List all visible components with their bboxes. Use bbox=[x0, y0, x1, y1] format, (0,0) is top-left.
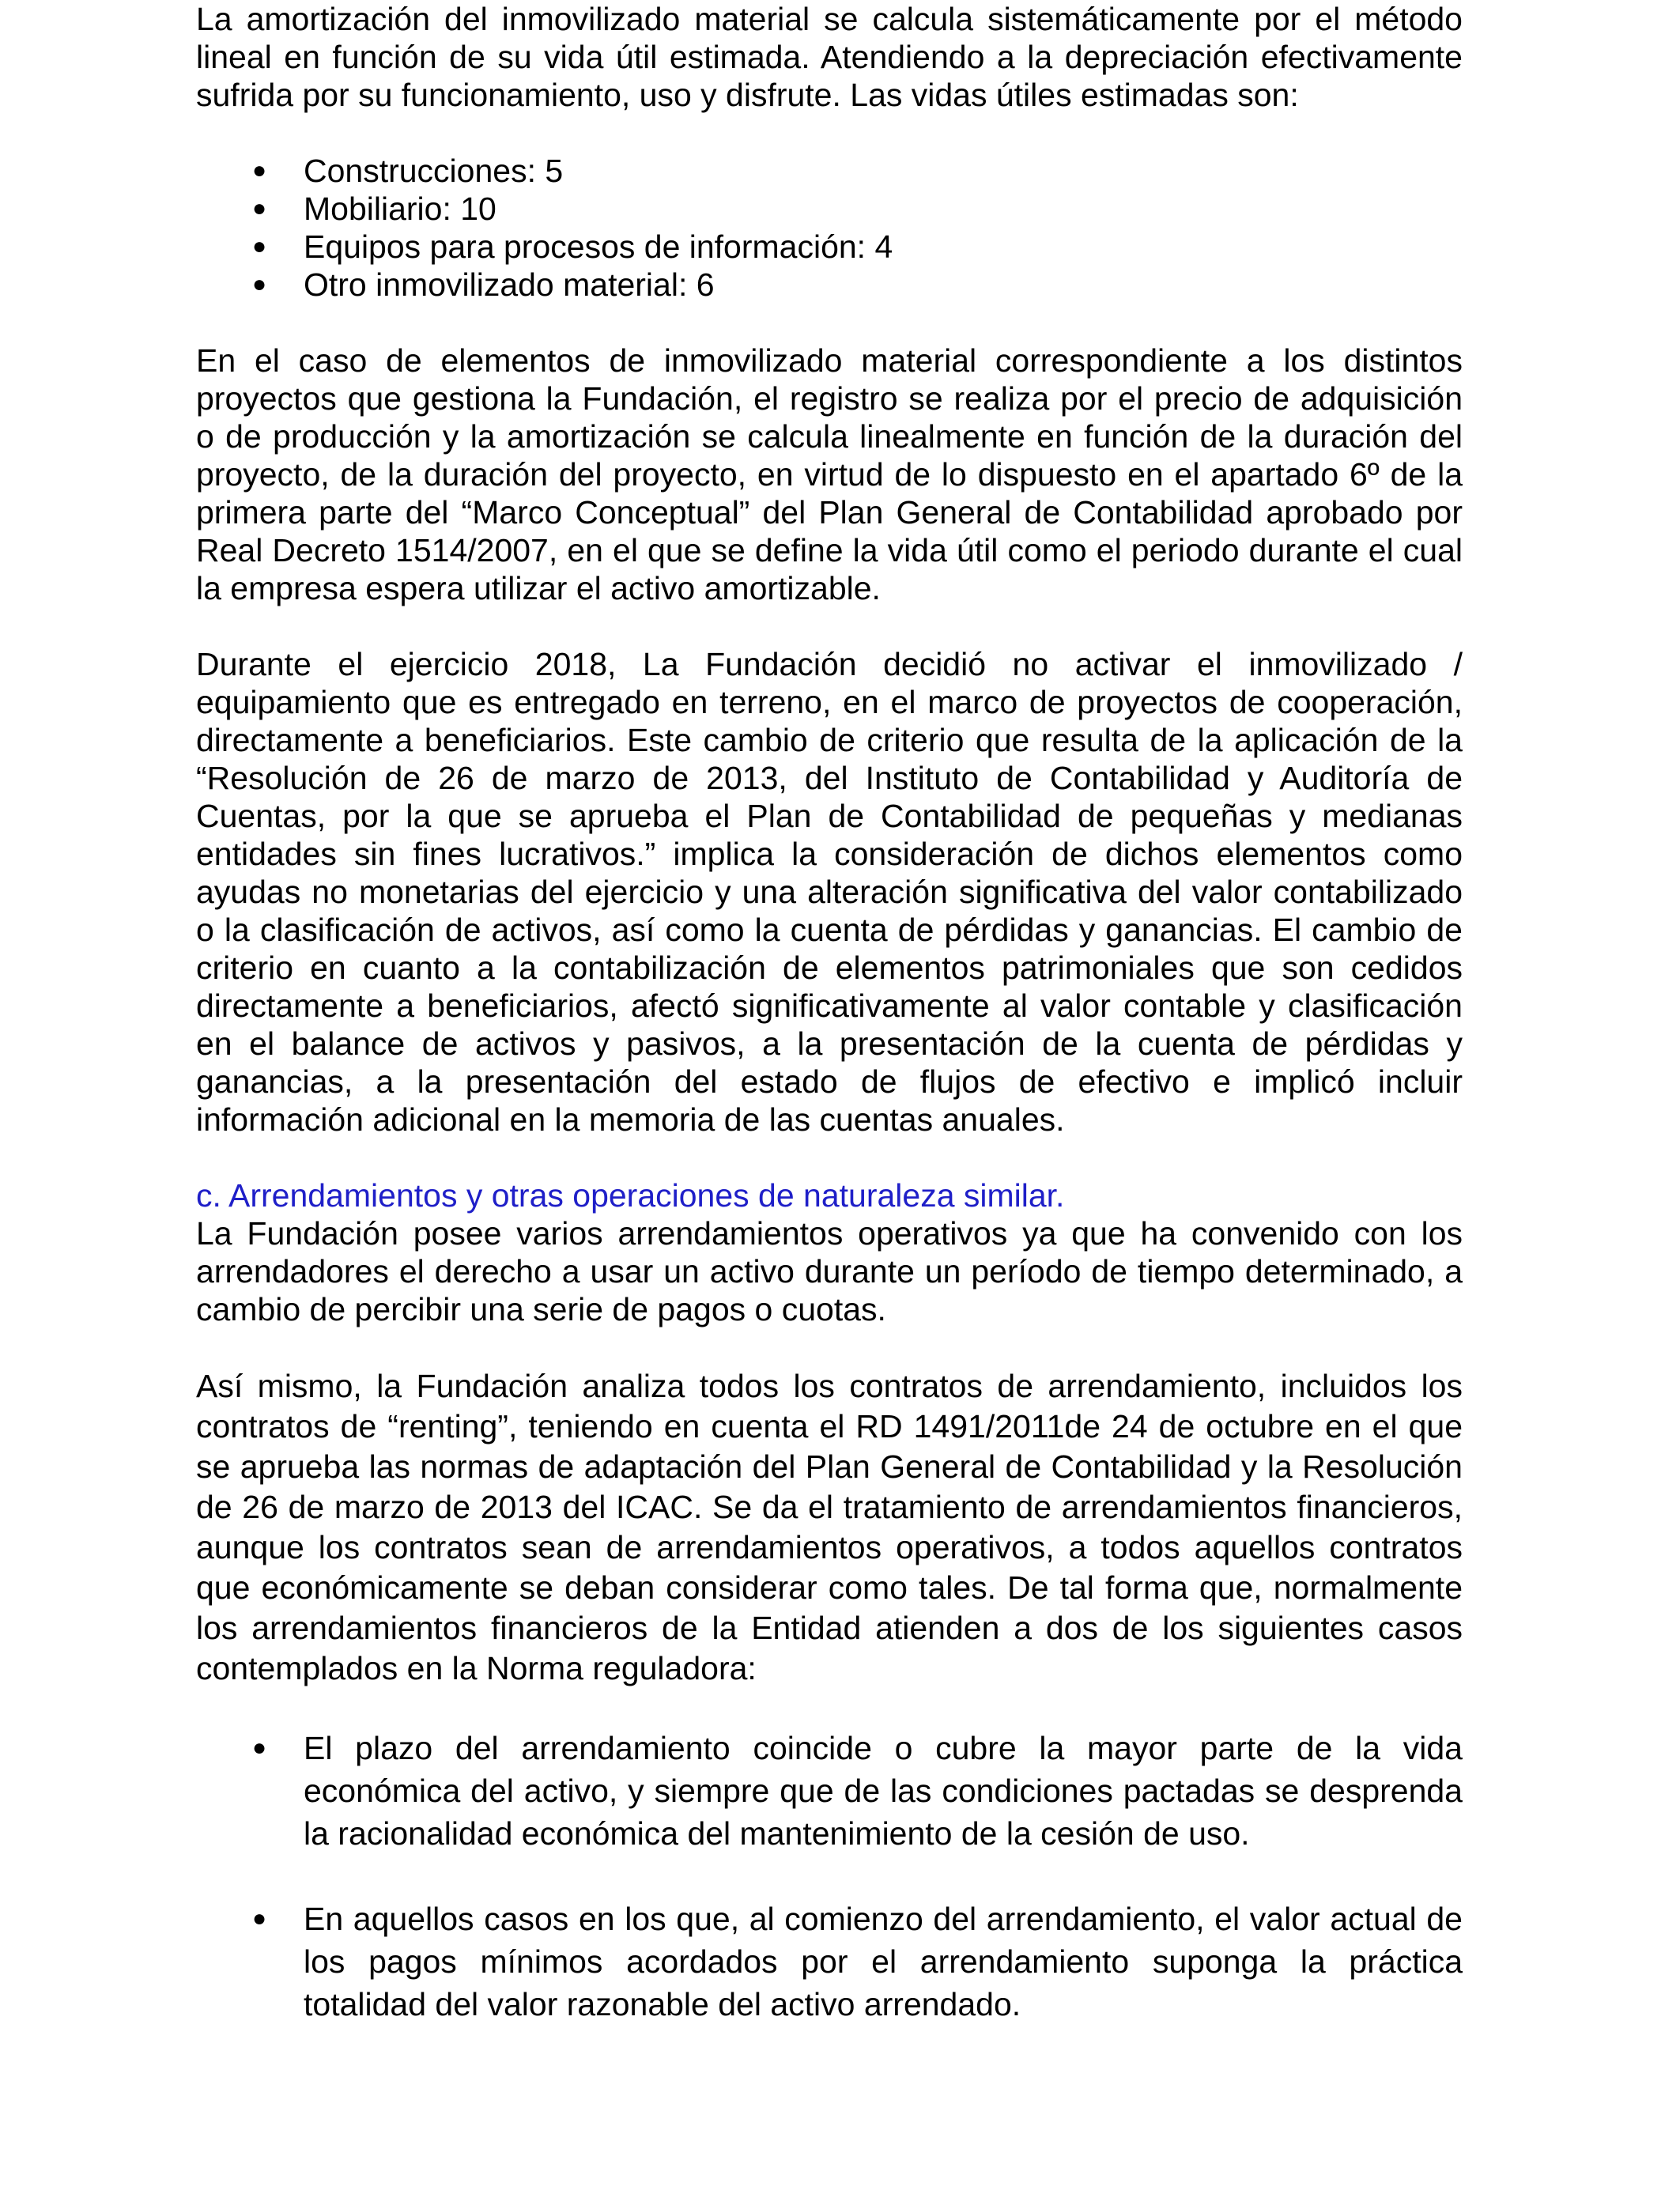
list-item: ● Otro inmovilizado material: 6 bbox=[252, 266, 715, 303]
useful-lives-list bbox=[196, 152, 1463, 304]
list-item: ● Mobiliario: 10 bbox=[252, 191, 496, 227]
paragraph-criteria-change: Durante el ejercicio 2018, La Fundación decidió no activar el inmovilizado / equipamiento que es entregado en terreno, en el marco de proyectos de cooperación, directamente a beneficiarios. Este cambio de criterio que resulta de la aplicación de la “Resolución de 26 de marzo de 2013, del Instituto de Contabilidad y Auditoría de Cuentas, por la que se aprueba el Plan de Contabilidad de pequeñas y medianas entidades sin fines lucrativos.” implica la consideración de dichos elementos como ayudas no monetarias del ejercicio y una alteración significativa del valor contabilizado o la clasificación de activos, así como la cuenta de pérdidas y ganancias. El cambio de criterio en cuanto a la contabilización de elementos patrimoniales que son cedidos directamente a beneficiarios, afectó significativamente al valor contable y clasificación en el balance de activos y pasivos, a la presentación de la cuenta de pérdidas y ganancias, a la presentación del estado de flujos de efectivo e implicó incluir información adicional en la memoria de las cuentas anuales. bbox=[196, 646, 1463, 1138]
bullet-icon: ● bbox=[252, 157, 267, 183]
bullet-icon: ● bbox=[252, 271, 267, 297]
bullet-icon: ● bbox=[252, 233, 267, 259]
list-item: ● El plazo del arrendamiento coincide o cubre la mayor parte de la vida económica del activo, y siempre que de las condiciones pactadas se desprenda la racionalidad económica del mantenimiento de la cesión de uso. bbox=[196, 1727, 1463, 1855]
list-item: ● En aquellos casos en los que, al comienzo del arrendamiento, el valor actual de los pagos mínimos acordados por el arrendamiento suponga la práctica totalidad del valor razonable del activo arrendado. bbox=[196, 1898, 1463, 2026]
document-page bbox=[196, 0, 1463, 2026]
paragraph-project-assets: En el caso de elementos de inmovilizado material correspondiente a los distintos proyectos que gestiona la Fundación, el registro se realiza por el precio de adquisición o de producción y la amortización se calcula linealmente en función de la duración del proyecto, de la duración del proyecto, en virtud de lo dispuesto en el apartado 6º de la primera parte del “Marco Conceptual” del Plan General de Contabilidad aprobado por Real Decreto 1514/2007, en el que se define la vida útil como el periodo durante el cual la empresa espera utilizar el activo amortizable. bbox=[196, 342, 1463, 606]
section-heading-leases: c. Arrendamientos y otras operaciones de naturaleza similar. bbox=[196, 1177, 1065, 1214]
list-item: ● Construcciones: 5 bbox=[252, 153, 564, 189]
lease-cases-list bbox=[196, 1727, 1463, 2026]
paragraph-lease-analysis: Así mismo, la Fundación analiza todos los contratos de arrendamiento, incluidos los contratos de “renting”, teniendo en cuenta el RD 1491/2011de 24 de octubre en el que se aprueba las normas de adaptación del Plan General de Contabilidad y la Resolución de 26 de marzo de 2013 del ICAC. Se da el tratamiento de arrendamientos financieros, aunque los contratos sean de arrendamientos operativos, a todos aquellos contratos que económicamente se deban considerar como tales. De tal forma que, normalmente los arrendamientos financieros de la Entidad atienden a dos de los siguientes casos contemplados en la Norma reguladora: bbox=[196, 1368, 1463, 1686]
paragraph-depreciation-method: La amortización del inmovilizado material se calcula sistemáticamente por el método lineal en función de su vida útil estimada. Atendiendo a la depreciación efectivamente sufrida por su funcionamiento, uso y disfrute. Las vidas útiles estimadas son: bbox=[196, 1, 1463, 113]
bullet-icon: ● bbox=[252, 195, 267, 221]
list-item: ● Equipos para procesos de información: 4 bbox=[252, 228, 893, 265]
bullet-icon: ● bbox=[252, 1905, 267, 1932]
bullet-icon: ● bbox=[252, 1735, 267, 1761]
paragraph-operating-leases: La Fundación posee varios arrendamientos operativos ya que ha convenido con los arrendadores el derecho a usar un activo durante un período de tiempo determinado, a cambio de percibir una serie de pagos o cuotas. bbox=[196, 1215, 1463, 1327]
